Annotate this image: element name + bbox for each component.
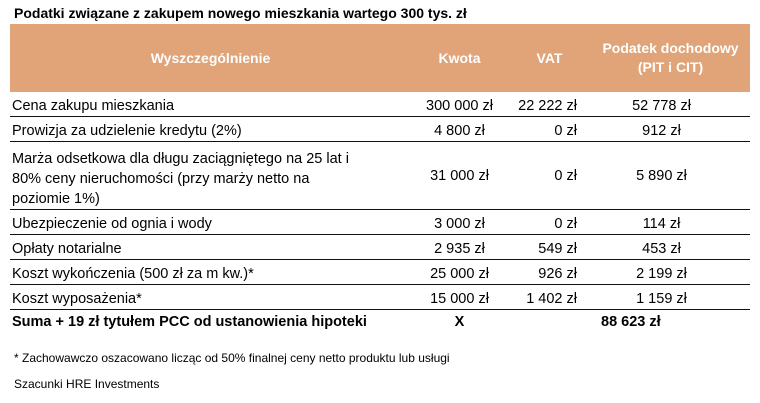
row-vat: 926 zł — [508, 260, 591, 285]
table-row — [10, 210, 750, 235]
row-amount: 4 800 zł — [411, 117, 508, 142]
source-note: Szacunki HRE Investments — [14, 377, 160, 391]
row-income-tax: 52 778 zł — [591, 92, 750, 117]
row-item-line1: Marża odsetkowa dla długu zaciągniętego na 25 lat i — [12, 151, 349, 167]
row-vat: 0 zł — [508, 117, 591, 142]
header-income-tax-line1: Podatek dochodowy — [602, 40, 739, 56]
page-title: Podatki związane z zakupem nowego mieszkania wartego 300 tys. zł — [14, 5, 467, 21]
row-item-line3: poziomie 1%) — [12, 191, 100, 207]
row-vat: 549 zł — [508, 235, 591, 260]
sum-amount: X — [454, 314, 465, 330]
header-vat: VAT — [508, 24, 591, 92]
row-item: Ubezpieczenie od ognia i wody — [10, 210, 411, 235]
sum-label: Suma + 19 zł tytułem PCC od ustanowienia hipoteki — [12, 314, 367, 330]
row-income-tax: 5 890 zł — [591, 142, 750, 210]
sum-row — [10, 310, 750, 333]
tax-table — [10, 24, 750, 332]
header-amount: Kwota — [411, 24, 508, 92]
row-income-tax: 114 zł — [591, 210, 750, 235]
row-item: Koszt wyposażenia* — [10, 285, 411, 310]
table-row — [10, 285, 750, 310]
row-vat: 0 zł — [508, 210, 591, 235]
table-row — [10, 92, 750, 117]
row-item: Koszt wykończenia (500 zł za m kw.)* — [10, 260, 411, 285]
sum-total: 88 623 zł — [601, 314, 661, 330]
row-item — [10, 142, 411, 210]
row-amount: 31 000 zł — [411, 142, 508, 210]
sum-vat-empty — [508, 310, 591, 333]
row-amount: 2 935 zł — [411, 235, 508, 260]
row-amount: 3 000 zł — [411, 210, 508, 235]
header-income-tax-line2: (PIT i CIT) — [637, 59, 704, 75]
row-income-tax: 453 zł — [591, 235, 750, 260]
table-row — [10, 235, 750, 260]
row-item: Opłaty notarialne — [10, 235, 411, 260]
row-vat: 0 zł — [508, 142, 591, 210]
row-amount: 25 000 zł — [411, 260, 508, 285]
row-vat: 1 402 zł — [508, 285, 591, 310]
header-income-tax — [591, 24, 750, 92]
row-item: Cena zakupu mieszkania — [10, 92, 411, 117]
table-row — [10, 142, 750, 210]
table-row — [10, 117, 750, 142]
row-amount: 300 000 zł — [411, 92, 508, 117]
row-income-tax: 912 zł — [591, 117, 750, 142]
table-row — [10, 260, 750, 285]
table-header — [10, 24, 750, 92]
footnote: * Zachowawczo oszacowano licząc od 50% finalnej ceny netto produktu lub usługi — [14, 351, 450, 365]
header-item: Wyszczególnienie — [10, 24, 411, 92]
row-item: Prowizja za udzielenie kredytu (2%) — [10, 117, 411, 142]
row-income-tax: 1 159 zł — [591, 285, 750, 310]
row-vat: 22 222 zł — [508, 92, 591, 117]
row-item-line2: 80% ceny nieruchomości (przy marży netto na — [12, 171, 310, 187]
row-amount: 15 000 zł — [411, 285, 508, 310]
row-income-tax: 2 199 zł — [591, 260, 750, 285]
